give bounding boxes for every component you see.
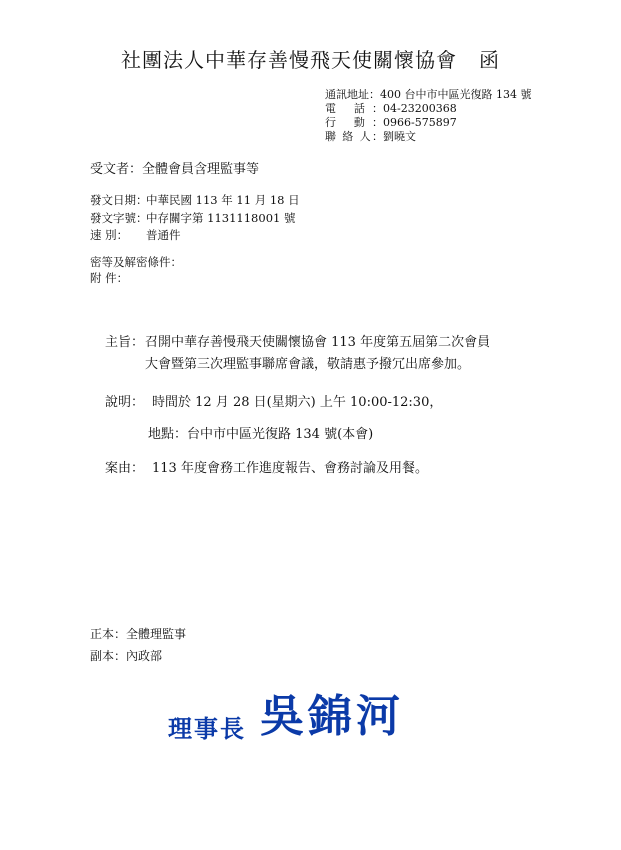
number-value: 中存關字第 1131118001 號 <box>146 211 296 225</box>
original-label: 正本： <box>90 627 127 641</box>
address-label: 通訊地址： <box>325 88 380 101</box>
contact-phone <box>325 102 457 116</box>
copy-recipients <box>90 647 162 664</box>
phone-label: 電 話： <box>325 102 383 115</box>
issue-number <box>90 210 295 226</box>
secrecy-label: 密等及解密條件： <box>90 255 182 269</box>
subject-line-1: 召開中華存善慢飛天使關懷協會 113 年度第五屆第二次會員 <box>145 335 491 350</box>
mobile-value: 0966-575897 <box>383 116 457 129</box>
recipient-value: 全體會員含理監事等 <box>142 162 260 177</box>
document-title <box>0 44 621 73</box>
explanation-time: 時間於 12 月 28 日(星期六) 上午 10:00-12:30， <box>152 395 443 410</box>
subject-label: 主旨： <box>105 335 145 350</box>
speed-class <box>90 227 181 243</box>
date-value: 中華民國 113 年 11 月 18 日 <box>146 193 300 207</box>
number-label: 發文字號： <box>90 211 148 225</box>
secrecy-conditions <box>90 254 182 270</box>
original-recipients <box>90 625 186 642</box>
doc-type: 函 <box>479 48 500 72</box>
contact-person <box>325 130 416 144</box>
agenda-label: 案由： <box>105 461 145 476</box>
recipient <box>90 158 259 177</box>
speed-label: 速 別： <box>90 228 129 242</box>
person-value: 劉曉文 <box>383 130 416 143</box>
contact-address <box>325 88 531 102</box>
contact-mobile <box>325 116 457 130</box>
address-value: 400 台中市中區光復路 134 號 <box>380 88 532 101</box>
signature-name: 吳錦河 <box>260 691 404 742</box>
phone-value: 04-23200368 <box>383 102 457 115</box>
attachments <box>90 270 128 286</box>
agenda-text: 113 年度會務工作進度報告、會務討論及用餐。 <box>152 461 428 476</box>
explanation-place: 地點：台中市中區光復路 134 號(本會) <box>148 427 374 442</box>
attachment-label: 附 件： <box>90 271 129 285</box>
speed-value: 普通件 <box>146 228 181 242</box>
signature-stamp <box>168 680 404 744</box>
explanation-label: 說明： <box>105 395 145 410</box>
mobile-label: 行 動： <box>325 116 383 129</box>
copy-value: 內政部 <box>126 649 163 663</box>
recipient-label: 受文者： <box>90 162 143 177</box>
signature-role: 理事長 <box>168 715 246 743</box>
original-value: 全體理監事 <box>126 627 187 641</box>
date-label: 發文日期： <box>90 193 148 207</box>
person-label: 聯 絡 人： <box>325 130 383 143</box>
subject-line-2: 大會暨第三次理監事聯席會議，敬請惠予撥冗出席參加。 <box>145 357 471 372</box>
copy-label: 副本： <box>90 649 127 663</box>
org-name: 社團法人中華存善慢飛天使關懷協會 <box>121 48 457 72</box>
issue-date <box>90 192 300 208</box>
